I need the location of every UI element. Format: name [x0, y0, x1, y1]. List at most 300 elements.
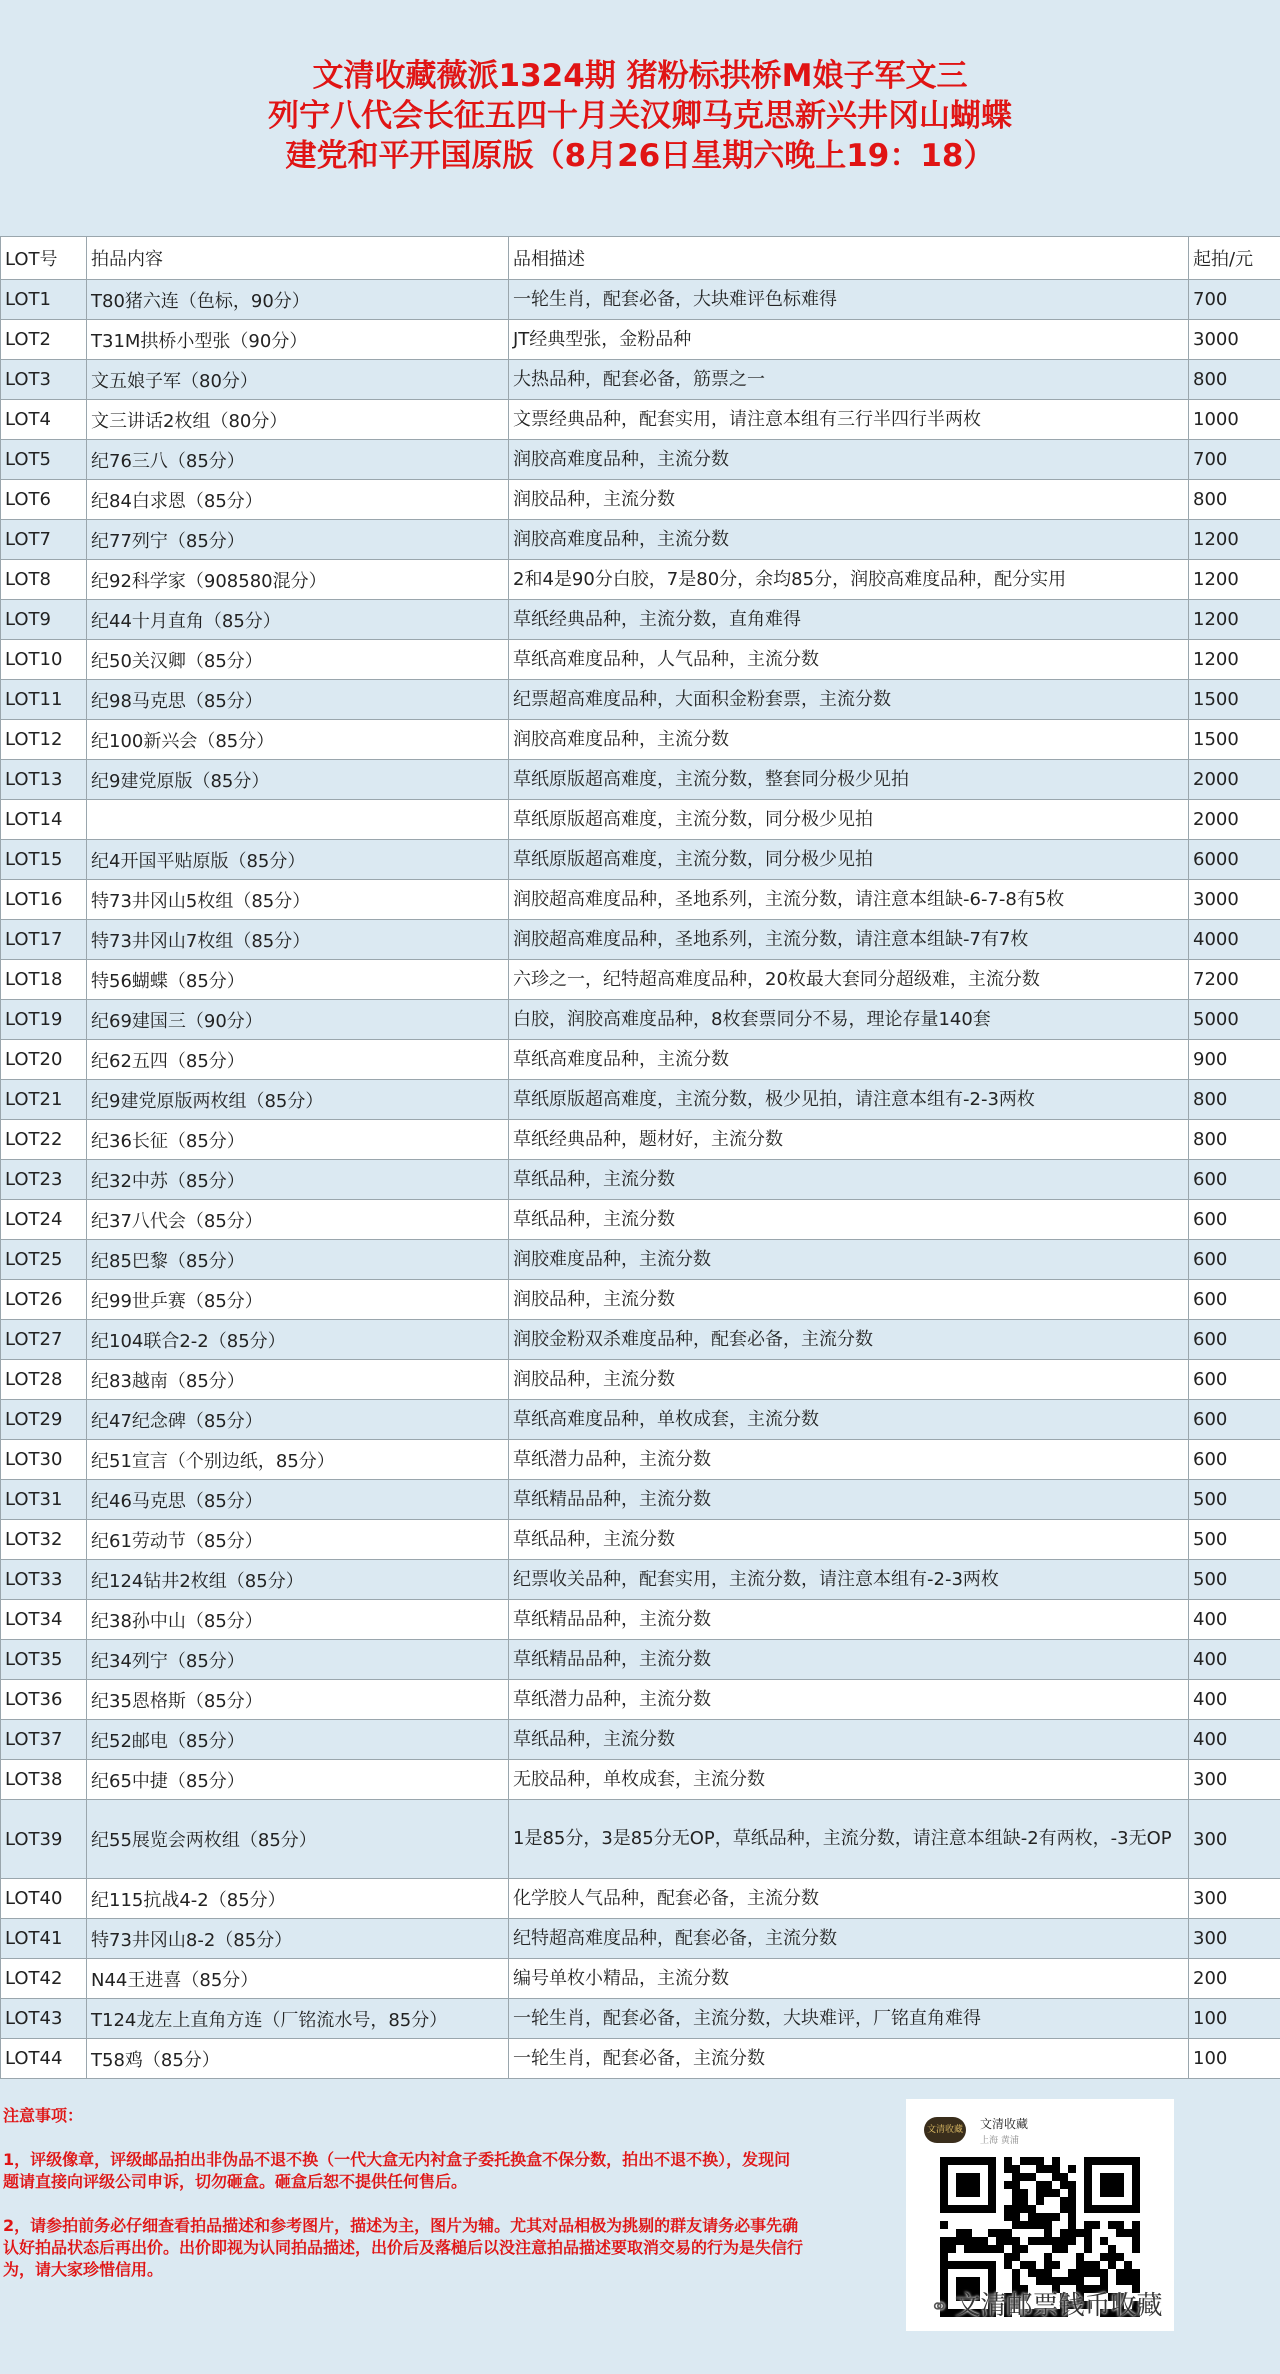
- qr-module: [1092, 2269, 1100, 2277]
- lot-cell: LOT2: [1, 320, 87, 360]
- item-cell: 纪65中捷（85分）: [87, 1760, 509, 1800]
- table-row: [1, 1040, 1280, 1080]
- price-cell: 600: [1189, 1320, 1280, 1360]
- table-row: [1, 1400, 1280, 1440]
- item-cell: 纪32中苏（85分）: [87, 1160, 509, 1200]
- qr-module: [1036, 2157, 1044, 2165]
- qr-module: [1116, 2277, 1124, 2285]
- qr-module: [1108, 2261, 1116, 2269]
- qr-module: [1068, 2237, 1076, 2245]
- qr-module: [1084, 2245, 1092, 2253]
- table-row: [1, 1120, 1280, 1160]
- qr-module: [1004, 2237, 1012, 2245]
- qr-module: [1100, 2269, 1108, 2277]
- price-cell: 600: [1189, 1400, 1280, 1440]
- item-cell: T124龙左上直角方连（厂铭流水号，85分）: [87, 1999, 509, 2039]
- qr-module: [1012, 2165, 1020, 2173]
- desc-cell: 润胶超高难度品种，圣地系列，主流分数，请注意本组缺-7有7枚: [509, 920, 1189, 960]
- price-cell: 7200: [1189, 960, 1280, 1000]
- table-row: [1, 1200, 1280, 1240]
- desc-cell: 一轮生肖，配套必备，主流分数: [509, 2039, 1189, 2079]
- table-row: [1, 680, 1280, 720]
- watermark-text: 文清邮票钱币收藏: [954, 2291, 1163, 2321]
- price-cell: 800: [1189, 360, 1280, 400]
- item-cell: 纪83越南（85分）: [87, 1360, 509, 1400]
- qr-module: [1012, 2189, 1020, 2197]
- table-row: [1, 1360, 1280, 1400]
- qr-module: [980, 2237, 988, 2245]
- item-cell: 纪35恩格斯（85分）: [87, 1680, 509, 1720]
- qr-module: [1092, 2261, 1100, 2269]
- qr-module: [1004, 2205, 1012, 2213]
- price-cell: 400: [1189, 1640, 1280, 1680]
- item-cell: 特73井冈山7枚组（85分）: [87, 920, 509, 960]
- desc-cell: 草纸高难度品种，主流分数: [509, 1040, 1189, 1080]
- desc-cell: 润胶超高难度品种，圣地系列，主流分数，请注意本组缺-6-7-8有5枚: [509, 880, 1189, 920]
- qr-module: [1036, 2181, 1044, 2189]
- col-header-item: 拍品内容: [87, 237, 509, 280]
- qr-module: [1020, 2189, 1028, 2197]
- qr-module: [1084, 2237, 1092, 2245]
- qr-module: [1092, 2221, 1100, 2229]
- desc-cell: 草纸精品品种，主流分数: [509, 1600, 1189, 1640]
- qr-module: [1020, 2245, 1028, 2253]
- lot-cell: LOT3: [1, 360, 87, 400]
- lot-cell: LOT40: [1, 1879, 87, 1919]
- qr-module: [1044, 2189, 1052, 2197]
- lot-cell: LOT26: [1, 1280, 87, 1320]
- price-cell: 800: [1189, 1080, 1280, 1120]
- price-cell: 500: [1189, 1480, 1280, 1520]
- item-cell: 纪4开国平贴原版（85分）: [87, 840, 509, 880]
- table-row: [1, 1879, 1280, 1919]
- item-cell: 纪76三八（85分）: [87, 440, 509, 480]
- desc-cell: JT经典型张，金粉品种: [509, 320, 1189, 360]
- col-header-price: 起拍/元: [1189, 237, 1280, 280]
- price-cell: 600: [1189, 1240, 1280, 1280]
- item-cell: 文五娘子军（80分）: [87, 360, 509, 400]
- qr-module: [1068, 2229, 1076, 2237]
- table-row: [1, 1000, 1280, 1040]
- price-cell: 800: [1189, 480, 1280, 520]
- qr-module: [1068, 2205, 1076, 2213]
- qr-module: [1044, 2229, 1052, 2237]
- price-cell: 1500: [1189, 680, 1280, 720]
- table-row: [1, 360, 1280, 400]
- lot-cell: LOT42: [1, 1959, 87, 1999]
- qr-module: [948, 2237, 956, 2245]
- desc-cell: 六珍之一，纪特超高难度品种，20枚最大套同分超级难，主流分数: [509, 960, 1189, 1000]
- qr-module: [1012, 2205, 1020, 2213]
- table-row: [1, 1320, 1280, 1360]
- qr-module: [1060, 2197, 1068, 2205]
- lot-cell: LOT33: [1, 1560, 87, 1600]
- notes-section: [0, 2079, 1280, 2334]
- qr-module: [1044, 2269, 1052, 2277]
- lot-cell: LOT32: [1, 1520, 87, 1560]
- price-cell: 500: [1189, 1520, 1280, 1560]
- price-cell: 300: [1189, 1760, 1280, 1800]
- qr-module: [964, 2229, 972, 2237]
- lot-cell: LOT29: [1, 1400, 87, 1440]
- qr-module: [940, 2221, 948, 2229]
- qr-module: [1036, 2277, 1044, 2285]
- item-cell: T31M拱桥小型张（90分）: [87, 320, 509, 360]
- qr-module: [1004, 2213, 1012, 2221]
- qr-module: [1060, 2181, 1068, 2189]
- qr-module: [1068, 2269, 1076, 2277]
- lot-cell: LOT13: [1, 760, 87, 800]
- item-cell: 纪84白求恩（85分）: [87, 480, 509, 520]
- qr-module: [1116, 2253, 1124, 2261]
- qr-module: [988, 2229, 996, 2237]
- desc-cell: 润胶品种，主流分数: [509, 1360, 1189, 1400]
- item-cell: 纪34列宁（85分）: [87, 1640, 509, 1680]
- qr-module: [1004, 2261, 1012, 2269]
- desc-cell: 草纸潜力品种，主流分数: [509, 1440, 1189, 1480]
- table-row: [1, 840, 1280, 880]
- qr-module: [1060, 2205, 1068, 2213]
- qr-module: [1132, 2221, 1140, 2229]
- desc-cell: 纪特超高难度品种，配套必备，主流分数: [509, 1919, 1189, 1959]
- table-row: [1, 1959, 1280, 1999]
- qr-module: [1068, 2277, 1076, 2285]
- qr-module: [1076, 2229, 1084, 2237]
- desc-cell: 一轮生肖，配套必备，大块难评色标难得: [509, 280, 1189, 320]
- qr-module: [1076, 2261, 1084, 2269]
- lot-cell: LOT8: [1, 560, 87, 600]
- table-row: [1, 640, 1280, 680]
- qr-module: [1036, 2189, 1044, 2197]
- watermark: [930, 2285, 1162, 2322]
- qr-module: [1076, 2253, 1084, 2261]
- qr-module: [1004, 2181, 1012, 2189]
- price-cell: 700: [1189, 280, 1280, 320]
- lot-cell: LOT25: [1, 1240, 87, 1280]
- table-row: [1, 1800, 1280, 1879]
- lot-cell: LOT41: [1, 1919, 87, 1959]
- qr-module: [1036, 2165, 1044, 2173]
- price-cell: 400: [1189, 1720, 1280, 1760]
- price-cell: 600: [1189, 1360, 1280, 1400]
- table-row: [1, 480, 1280, 520]
- price-cell: 1200: [1189, 640, 1280, 680]
- qr-module: [1124, 2229, 1132, 2237]
- desc-cell: 无胶品种，单枚成套，主流分数: [509, 1760, 1189, 1800]
- item-cell: 纪51宣言（个别边纸，85分）: [87, 1440, 509, 1480]
- desc-cell: 草纸原版超高难度，主流分数，同分极少见拍: [509, 800, 1189, 840]
- item-cell: 纪115抗战4-2（85分）: [87, 1879, 509, 1919]
- qr-module: [1028, 2213, 1036, 2221]
- qr-module: [1124, 2269, 1132, 2277]
- qr-module: [1012, 2245, 1020, 2253]
- qr-module: [1012, 2221, 1020, 2229]
- qr-module: [1012, 2269, 1020, 2277]
- desc-cell: 草纸经典品种，题材好，主流分数: [509, 1120, 1189, 1160]
- qr-module: [1012, 2253, 1020, 2261]
- table-row: [1, 1760, 1280, 1800]
- qr-module: [972, 2245, 980, 2253]
- qr-module: [1060, 2277, 1068, 2285]
- qr-module: [1052, 2277, 1060, 2285]
- qr-module: [1060, 2229, 1068, 2237]
- lot-cell: LOT17: [1, 920, 87, 960]
- col-header-lot: LOT号: [1, 237, 87, 280]
- qr-module: [1132, 2229, 1140, 2237]
- table-row: [1, 560, 1280, 600]
- qr-module: [1012, 2213, 1020, 2221]
- qr-module: [964, 2245, 972, 2253]
- desc-cell: 草纸精品品种，主流分数: [509, 1480, 1189, 1520]
- item-cell: 纪44十月直角（85分）: [87, 600, 509, 640]
- price-cell: 1200: [1189, 520, 1280, 560]
- lot-cell: LOT1: [1, 280, 87, 320]
- lot-cell: LOT9: [1, 600, 87, 640]
- qr-module: [1132, 2277, 1140, 2285]
- price-cell: 6000: [1189, 840, 1280, 880]
- item-cell: 纪100新兴会（85分）: [87, 720, 509, 760]
- qr-module: [1044, 2277, 1052, 2285]
- item-cell: 纪47纪念碑（85分）: [87, 1400, 509, 1440]
- item-cell: T80猪六连（色标，90分）: [87, 280, 509, 320]
- qr-module: [1068, 2213, 1076, 2221]
- lot-cell: LOT18: [1, 960, 87, 1000]
- price-cell: 1200: [1189, 560, 1280, 600]
- lot-cell: LOT6: [1, 480, 87, 520]
- qr-module: [988, 2245, 996, 2253]
- qr-module: [1036, 2197, 1044, 2205]
- table-row: [1, 1560, 1280, 1600]
- lot-cell: LOT28: [1, 1360, 87, 1400]
- qr-module: [1108, 2253, 1116, 2261]
- title-line-3: 建党和平开国原版（8月26日星期六晚上19：18）: [285, 138, 995, 174]
- table-row: [1, 320, 1280, 360]
- qr-module: [1076, 2269, 1084, 2277]
- qr-module: [1004, 2253, 1012, 2261]
- lot-cell: LOT35: [1, 1640, 87, 1680]
- table-row: [1, 600, 1280, 640]
- qr-module: [948, 2245, 956, 2253]
- qr-module: [1036, 2237, 1044, 2245]
- title-line-2: 列宁八代会长征五四十月关汉卿马克思新兴井冈山蝴蝶: [268, 98, 1012, 134]
- item-cell: 纪9建党原版两枚组（85分）: [87, 1080, 509, 1120]
- lot-cell: LOT43: [1, 1999, 87, 2039]
- qr-module: [1068, 2197, 1076, 2205]
- qr-module: [1052, 2245, 1060, 2253]
- qr-module: [1100, 2237, 1108, 2245]
- desc-cell: 2和4是90分白胶，7是80分，余均85分，润胶高难度品种，配分实用: [509, 560, 1189, 600]
- qr-module: [1116, 2229, 1124, 2237]
- table-row: [1, 2039, 1280, 2079]
- qr-module: [1052, 2165, 1060, 2173]
- desc-cell: 草纸品种，主流分数: [509, 1200, 1189, 1240]
- qr-module: [1020, 2205, 1028, 2213]
- qr-module: [1068, 2165, 1076, 2173]
- table-row: [1, 880, 1280, 920]
- price-cell: 600: [1189, 1440, 1280, 1480]
- qr-module: [1028, 2173, 1036, 2181]
- qr-module: [1060, 2173, 1068, 2181]
- qr-module: [1052, 2189, 1060, 2197]
- lot-cell: LOT21: [1, 1080, 87, 1120]
- qr-module: [972, 2237, 980, 2245]
- qr-module: [1052, 2157, 1060, 2165]
- lot-cell: LOT4: [1, 400, 87, 440]
- desc-cell: 草纸精品品种，主流分数: [509, 1640, 1189, 1680]
- table-row: [1, 920, 1280, 960]
- qr-module: [1020, 2221, 1028, 2229]
- notes-paragraph-1: 1，评级像章，评级邮品拍出非伪品不退不换（一代大盒无内衬盒子委托换盒不保分数，拍出不退不换），发现问题请直接向评级公司申诉，切勿砸盒。砸盒后恕不提供任何售后。: [3, 2150, 791, 2191]
- qr-module: [1012, 2173, 1020, 2181]
- lot-table-body: [1, 280, 1280, 2079]
- item-cell: T58鸡（85分）: [87, 2039, 509, 2079]
- qr-module: [1028, 2261, 1036, 2269]
- lot-cell: LOT44: [1, 2039, 87, 2079]
- desc-cell: 润胶高难度品种，主流分数: [509, 440, 1189, 480]
- price-cell: 600: [1189, 1200, 1280, 1240]
- lot-cell: LOT19: [1, 1000, 87, 1040]
- item-cell: 纪92科学家（908580混分）: [87, 560, 509, 600]
- price-cell: 3000: [1189, 880, 1280, 920]
- lot-cell: LOT27: [1, 1320, 87, 1360]
- qr-module: [940, 2253, 948, 2261]
- qr-module: [940, 2237, 948, 2245]
- desc-cell: 草纸高难度品种，单枚成套，主流分数: [509, 1400, 1189, 1440]
- item-cell: 纪38孙中山（85分）: [87, 1600, 509, 1640]
- qr-module: [1100, 2253, 1108, 2261]
- qr-module: [1132, 2245, 1140, 2253]
- price-cell: 100: [1189, 1999, 1280, 2039]
- qr-module: [1108, 2245, 1116, 2253]
- item-cell: 纪61劳动节（85分）: [87, 1520, 509, 1560]
- qr-module: [1044, 2181, 1052, 2189]
- price-cell: 2000: [1189, 800, 1280, 840]
- page-header: [0, 0, 1280, 236]
- price-cell: 4000: [1189, 920, 1280, 960]
- table-row: [1, 1999, 1280, 2039]
- qr-module: [1004, 2157, 1012, 2165]
- desc-cell: 化学胶人气品种，配套必备，主流分数: [509, 1879, 1189, 1919]
- lot-cell: LOT36: [1, 1680, 87, 1720]
- qr-finder-pattern: [956, 2173, 980, 2197]
- qr-module: [1012, 2237, 1020, 2245]
- notes-paragraph-2: 2，请参拍前务必仔细查看拍品描述和参考图片，描述为主，图片为辅。尤其对品相极为挑剔的群友请务必事先确认好拍品状态后再出价。出价即视为认同拍品描述，出价后及落槌后以没注意拍品描述要取消交易的行为是失信行为，请大家珍惜信用。: [3, 2216, 804, 2279]
- qr-module: [1044, 2221, 1052, 2229]
- qr-module: [1124, 2277, 1132, 2285]
- wechat-icon: ⚭: [930, 2295, 949, 2320]
- qr-module: [1012, 2277, 1020, 2285]
- table-row: [1, 1520, 1280, 1560]
- table-header-row: [1, 237, 1280, 280]
- qr-module: [996, 2229, 1004, 2237]
- item-cell: 特73井冈山8-2（85分）: [87, 1919, 509, 1959]
- desc-cell: 纪票超高难度品种，大面积金粉套票，主流分数: [509, 680, 1189, 720]
- qr-module: [1068, 2181, 1076, 2189]
- title-line-1: 文清收藏薇派1324期 猪粉标拱桥M娘子军文三: [312, 58, 968, 94]
- qr-module: [1068, 2221, 1076, 2229]
- qr-module: [940, 2245, 948, 2253]
- item-cell: 纪69建国三（90分）: [87, 1000, 509, 1040]
- qr-module: [1116, 2269, 1124, 2277]
- col-header-desc: 品相描述: [509, 237, 1189, 280]
- desc-cell: 草纸品种，主流分数: [509, 1520, 1189, 1560]
- qr-module: [1100, 2277, 1108, 2285]
- qr-module: [1052, 2261, 1060, 2269]
- table-row: [1, 1240, 1280, 1280]
- price-cell: 100: [1189, 2039, 1280, 2079]
- lot-cell: LOT30: [1, 1440, 87, 1480]
- desc-cell: 草纸品种，主流分数: [509, 1720, 1189, 1760]
- desc-cell: 润胶高难度品种，主流分数: [509, 720, 1189, 760]
- price-cell: 2000: [1189, 760, 1280, 800]
- item-cell: 纪85巴黎（85分）: [87, 1240, 509, 1280]
- qr-module: [1076, 2277, 1084, 2285]
- qr-module: [956, 2229, 964, 2237]
- qr-module: [1020, 2157, 1028, 2165]
- qr-module: [1036, 2213, 1044, 2221]
- qr-module: [1044, 2237, 1052, 2245]
- desc-cell: 草纸高难度品种，人气品种，主流分数: [509, 640, 1189, 680]
- price-cell: 200: [1189, 1959, 1280, 1999]
- price-cell: 300: [1189, 1879, 1280, 1919]
- qr-module: [1028, 2205, 1036, 2213]
- qr-module: [1036, 2221, 1044, 2229]
- qr-account-name: 文清收藏: [980, 2117, 1029, 2131]
- qr-module: [996, 2237, 1004, 2245]
- price-cell: 500: [1189, 1560, 1280, 1600]
- lot-cell: LOT5: [1, 440, 87, 480]
- lot-cell: LOT34: [1, 1600, 87, 1640]
- item-cell: [87, 800, 509, 840]
- price-cell: 800: [1189, 1120, 1280, 1160]
- table-row: [1, 1919, 1280, 1959]
- price-cell: 1500: [1189, 720, 1280, 760]
- item-cell: 纪104联合2-2（85分）: [87, 1320, 509, 1360]
- price-cell: 600: [1189, 1160, 1280, 1200]
- price-cell: 400: [1189, 1680, 1280, 1720]
- desc-cell: 一轮生肖，配套必备，主流分数，大块难评，厂铭直角难得: [509, 1999, 1189, 2039]
- qr-module: [1044, 2261, 1052, 2269]
- desc-cell: 润胶高难度品种，主流分数: [509, 520, 1189, 560]
- table-row: [1, 1480, 1280, 1520]
- qr-module: [1012, 2197, 1020, 2205]
- qr-module: [1052, 2213, 1060, 2221]
- table-row: [1, 1080, 1280, 1120]
- desc-cell: 纪票收关品种，配套实用，主流分数，请注意本组有-2-3两枚: [509, 1560, 1189, 1600]
- desc-cell: 草纸品种，主流分数: [509, 1160, 1189, 1200]
- lot-table: [0, 236, 1280, 2079]
- lot-cell: LOT38: [1, 1760, 87, 1800]
- lot-cell: LOT14: [1, 800, 87, 840]
- lot-cell: LOT20: [1, 1040, 87, 1080]
- qr-module: [996, 2245, 1004, 2253]
- qr-module: [1084, 2269, 1092, 2277]
- table-row: [1, 1160, 1280, 1200]
- table-row: [1, 520, 1280, 560]
- desc-cell: 润胶品种，主流分数: [509, 480, 1189, 520]
- price-cell: 1000: [1189, 400, 1280, 440]
- table-row: [1, 1680, 1280, 1720]
- desc-cell: 草纸原版超高难度，主流分数，同分极少见拍: [509, 840, 1189, 880]
- table-row: [1, 800, 1280, 840]
- lot-cell: LOT10: [1, 640, 87, 680]
- item-cell: 纪50关汉卿（85分）: [87, 640, 509, 680]
- desc-cell: 草纸原版超高难度，主流分数，整套同分极少见拍: [509, 760, 1189, 800]
- item-cell: N44王进喜（85分）: [87, 1959, 509, 1999]
- price-cell: 3000: [1189, 320, 1280, 360]
- lot-cell: LOT16: [1, 880, 87, 920]
- qr-module: [1052, 2237, 1060, 2245]
